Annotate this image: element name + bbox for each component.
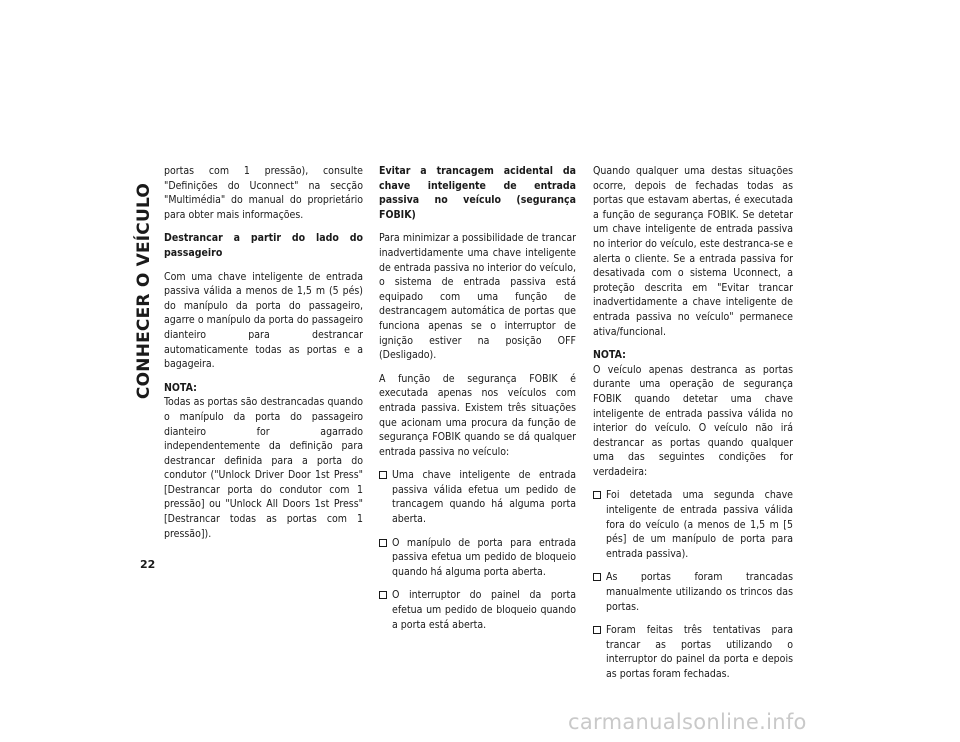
checkbox-bullet-icon bbox=[379, 591, 387, 599]
text-column-3 bbox=[593, 164, 793, 691]
section-heading: Evitar a trancagem acidental da chave inteligente de entrada passiva no veículo (segurança FOBIK) bbox=[379, 165, 576, 221]
list-item: As portas foram trancadas manualmente utilizando os trincos das portas. bbox=[593, 570, 793, 614]
checkbox-bullet-icon bbox=[593, 626, 601, 634]
note-text: Todas as portas são destrancadas quando o manípulo da porta do passageiro dianteiro for agarrado independentemente da definição para destrancar definida para a porta do condutor ("Unlock Driver Door 1st Press" [Destrancar porta do condutor com 1 pressão] ou "Unlock All Doors 1st Press" [Destrancar todas as portas com 1 pressão]). bbox=[164, 396, 363, 540]
watermark: carmanualsonline.info bbox=[568, 710, 807, 734]
text-column-1 bbox=[164, 164, 363, 550]
paragraph: Quando qualquer uma destas situações ocorre, depois de fechadas todas as portas que estavam abertas, é executada a função de segurança FOBIK. Se detetar um chave inteligente de entrada passiva no interior do veículo, este destranca-se e alerta o cliente. Se a entrada passiva for desativada com o sistema Uconnect, a proteção descrita em "Evitar trancar inadvertidamente a chave inteligente de entrada passiva no veículo" permanece ativa/funcional. bbox=[593, 165, 793, 338]
paragraph: Com uma chave inteligente de entrada passiva válida a menos de 1,5 m (5 pés) do manípulo da porta do passageiro, agarre o manípulo da porta do passageiro dianteiro para destrancar automaticamente todas as portas e a bagageira. bbox=[164, 270, 363, 371]
list-item: Uma chave inteligente de entrada passiva válida efetua um pedido de trancagem quando há alguma porta aberta. bbox=[379, 468, 576, 526]
paragraph: Para minimizar a possibilidade de trancar inadvertidamente uma chave inteligente de entrada passiva no interior do veículo, o sistema de entrada passiva está equipado com uma função de destrancagem automática de portas que funciona apenas se o interruptor de ignição estiver na posição OFF (Desligado). bbox=[379, 232, 576, 362]
bullet-list bbox=[379, 468, 576, 632]
section-title: CONHECER O VEÍCULO bbox=[134, 182, 154, 399]
note-block bbox=[593, 348, 793, 479]
list-item: Foram feitas três tentativas para trancar as portas utilizando o interruptor do painel da porta e depois as portas foram fechadas. bbox=[593, 623, 793, 681]
checkbox-bullet-icon bbox=[379, 471, 387, 479]
note-text: O veículo apenas destranca as portas durante uma operação de segurança FOBIK quando detetar uma chave inteligente de entrada passiva válida no interior do veículo. O veículo não irá destrancar as portas quando qualquer uma das seguintes condições for verdadeira: bbox=[593, 363, 793, 478]
checkbox-bullet-icon bbox=[593, 573, 601, 581]
checkbox-bullet-icon bbox=[379, 539, 387, 547]
checkbox-bullet-icon bbox=[593, 491, 601, 499]
list-item: Foi detetada uma segunda chave inteligente de entrada passiva válida fora do veículo (a menos de 1,5 m [5 pés] de um manípulo de porta para entrada passiva). bbox=[593, 488, 793, 561]
list-item: O interruptor do painel da porta efetua um pedido de bloqueio quando a porta está aberta. bbox=[379, 588, 576, 632]
paragraph: A função de segurança FOBIK é executada apenas nos veículos com entrada passiva. Existem três situações que acionam uma procura da função de segurança FOBIK quando se dá qualquer entrada passiva no veículo: bbox=[379, 372, 576, 458]
paragraph: portas com 1 pressão), consulte "Definições do Uconnect" na secção "Multimédia" do manual do proprietário para obter mais informações. bbox=[164, 165, 363, 221]
text-column-2 bbox=[379, 164, 576, 641]
list-item: O manípulo de porta para entrada passiva efetua um pedido de bloqueio quando há alguma porta aberta. bbox=[379, 536, 576, 580]
note-block bbox=[164, 381, 363, 542]
note-label: NOTA: bbox=[593, 349, 626, 362]
section-heading: Destrancar a partir do lado do passageiro bbox=[164, 232, 363, 259]
bullet-list bbox=[593, 488, 793, 681]
note-label: NOTA: bbox=[164, 381, 197, 394]
section-side-tab bbox=[133, 158, 155, 423]
page-number: 22 bbox=[140, 558, 156, 571]
